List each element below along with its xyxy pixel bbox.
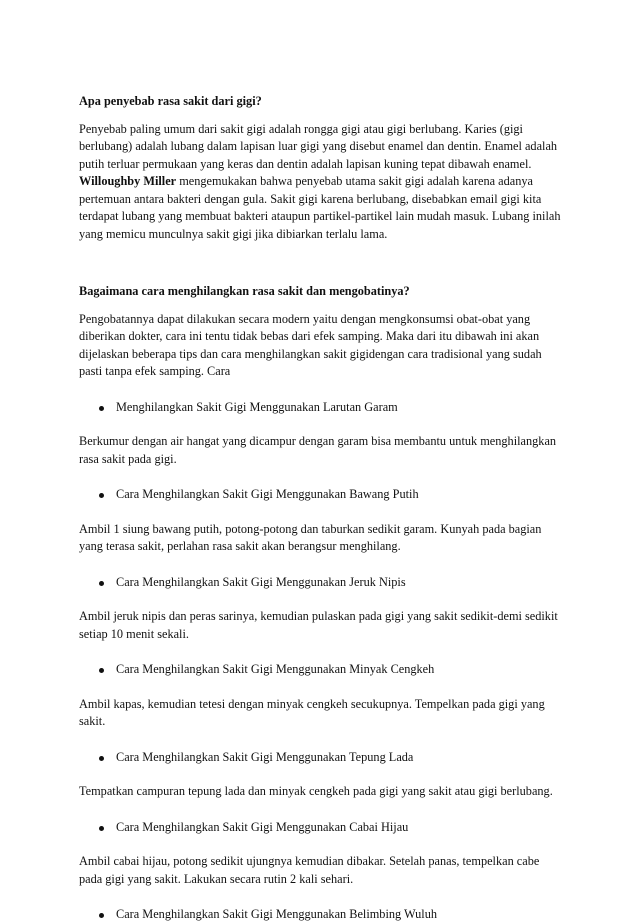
paragraph-text: mengemukakan bahwa penyebab utama sakit gigi adalah karena adanya pertemuan antara bakteri dengan gula. Sakit gigi karena berlubang, disebabkan email gigi kita terdapat lubang yang membuat bakteri ataupun partikel-partikel lain mudah masuk. Lubang inilah yang memicu munculnya sakit gigi jika dibiarkan terlalu lama. <box>79 174 561 241</box>
section-heading-penyebab: Apa penyebab rasa sakit dari gigi? <box>79 94 262 108</box>
paragraph-item: Tempatkan campuran tepung lada dan minyak cengkeh pada gigi yang sakit atau gigi berlubang. <box>79 784 553 798</box>
paragraph-penyebab <box>79 121 564 244</box>
bullet-item: Menghilangkan Sakit Gigi Menggunakan Larutan Garam <box>79 399 564 417</box>
bullet-list <box>79 906 564 924</box>
paragraph-intro: Pengobatannya dapat dilakukan secara modern yaitu dengan mengkonsumsi obat-obat yang diberikan dokter, cara ini tentu tidak bebas dari efek samping. Maka dari itu dibawah ini akan dijelaskan beberapa tips dan cara menghilangkan sakit gigidengan cara tradisional yang sudah pasti tanpa efek samping. Cara <box>79 311 542 378</box>
bold-name: Willoughby Miller <box>79 174 177 188</box>
bullet-list <box>79 749 564 767</box>
bullet-list <box>79 819 564 837</box>
paragraph-item: Ambil jeruk nipis dan peras sarinya, kemudian pulaskan pada gigi yang sakit sedikit-demi sedikit setiap 10 menit sekali. <box>79 609 558 641</box>
bullet-item: Cara Menghilangkan Sakit Gigi Menggunakan Tepung Lada <box>79 749 564 767</box>
bullet-item: Cara Menghilangkan Sakit Gigi Menggunakan Belimbing Wuluh <box>79 906 564 924</box>
bullet-list <box>79 486 564 504</box>
paragraph-item: Ambil 1 siung bawang putih, potong-potong dan taburkan sedikit garam. Kunyah pada bagian yang terasa sakit, perlahan rasa sakit akan berangsur menghilang. <box>79 521 542 553</box>
bullet-item: Cara Menghilangkan Sakit Gigi Menggunakan Cabai Hijau <box>79 819 564 837</box>
bullet-list <box>79 661 564 679</box>
paragraph-item: Ambil cabai hijau, potong sedikit ujungnya kemudian dibakar. Setelah panas, tempelkan cabe pada gigi yang sakit. Lakukan secara rutin 2 kali sehari. <box>79 854 540 886</box>
section-spacer <box>79 261 564 283</box>
bullet-list <box>79 399 564 417</box>
section-heading-pengobatan: Bagaimana cara menghilangkan rasa sakit dan mengobatinya? <box>79 284 410 298</box>
paragraph-text: Penyebab paling umum dari sakit gigi adalah rongga gigi atau gigi berlubang. Karies (gigi berlubang) adalah lubang dalam lapisan luar gigi yang disebut enamel dan dentin. Enamel adalah putih terluar permukaan yang keras dan dentin adalah lapisan kuning tepat dibawah enamel. <box>79 121 558 171</box>
paragraph-item: Ambil kapas, kemudian tetesi dengan minyak cengkeh secukupnya. Tempelkan pada gigi yang sakit. <box>79 696 545 728</box>
bullet-item: Cara Menghilangkan Sakit Gigi Menggunakan Jeruk Nipis <box>79 574 564 592</box>
bullet-list <box>79 574 564 592</box>
bullet-item: Cara Menghilangkan Sakit Gigi Menggunakan Bawang Putih <box>79 486 564 504</box>
paragraph-item: Berkumur dengan air hangat yang dicampur dengan garam bisa membantu untuk menghilangkan rasa sakit pada gigi. <box>79 434 557 466</box>
bullet-item: Cara Menghilangkan Sakit Gigi Menggunakan Minyak Cengkeh <box>79 661 564 679</box>
